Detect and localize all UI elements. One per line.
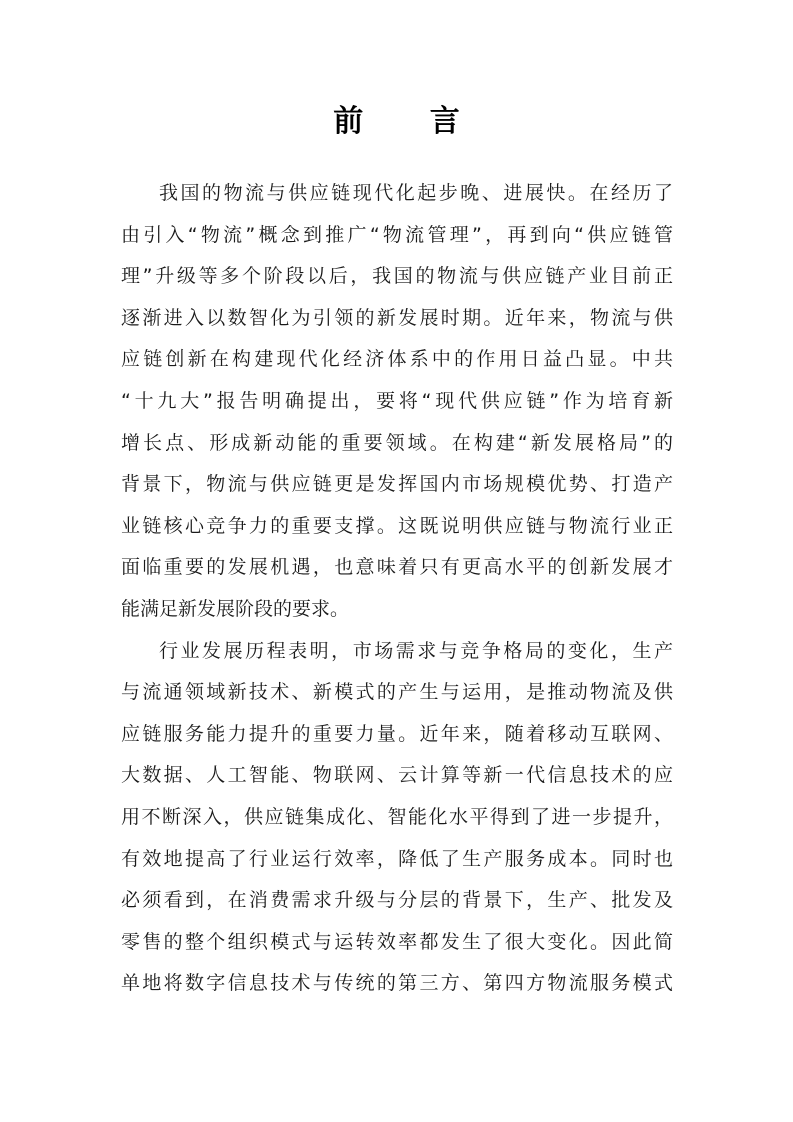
paragraph-2-line-7: 必须看到，在消费需求升级与分层的背景下，生产、批发及 [121,889,673,912]
paragraph-1-line-9: 业链核心竞争力的重要支撑。这既说明供应链与物流行业正 [121,514,673,537]
page-title: 前 言 [333,104,488,139]
paragraph-2-line-1: 行业发展历程表明，市场需求与竞争格局的变化，生产 [159,639,673,662]
paragraph-2-line-8: 零售的整个组织模式与运转效率都发生了很大变化。因此简 [121,930,673,953]
paragraph-1-line-7: 增长点、形成新动能的重要领域。在构建“新发展格局”的 [121,431,673,454]
paragraph-2-line-3: 应链服务能力提升的重要力量。近年来，随着移动互联网、 [121,722,673,745]
paragraph-1-line-5: 应链创新在构建现代化经济体系中的作用日益凸显。中共 [121,348,673,371]
paragraph-1-line-6: “十九大”报告明确提出，要将“现代供应链”作为培育新 [121,389,673,412]
paragraph-1-line-1: 我国的物流与供应链现代化起步晚、进展快。在经历了 [159,182,673,204]
paragraph-2-line-4: 大数据、人工智能、物联网、云计算等新一代信息技术的应 [121,764,673,787]
paragraph-1-line-11: 能满足新发展阶段的要求。 [121,597,350,620]
paragraph-2-line-2: 与流通领域新技术、新模式的产生与运用，是推动物流及供 [121,681,673,704]
paragraph-2-line-9: 单地将数字信息技术与传统的第三方、第四方物流服务模式 [121,972,673,995]
paragraph-1-line-4: 逐渐进入以数智化为引领的新发展时期。近年来，物流与供 [121,306,673,329]
paragraph-1-line-3: 理”升级等多个阶段以后，我国的物流与供应链产业目前正 [121,265,673,288]
paragraph-1-line-2: 由引入“物流”概念到推广“物流管理”，再到向“供应链管 [121,223,673,246]
body-text [121,173,673,1005]
paragraph-2-line-5: 用不断深入，供应链集成化、智能化水平得到了进一步提升， [121,805,673,828]
paragraph-2-line-6: 有效地提高了行业运行效率，降低了生产服务成本。同时也 [121,847,673,870]
paragraph-1-line-10: 面临重要的发展机遇，也意味着只有更高水平的创新发展才 [121,556,673,579]
paragraph-1-line-8: 背景下，物流与供应链更是发挥国内市场规模优势、打造产 [121,473,673,496]
